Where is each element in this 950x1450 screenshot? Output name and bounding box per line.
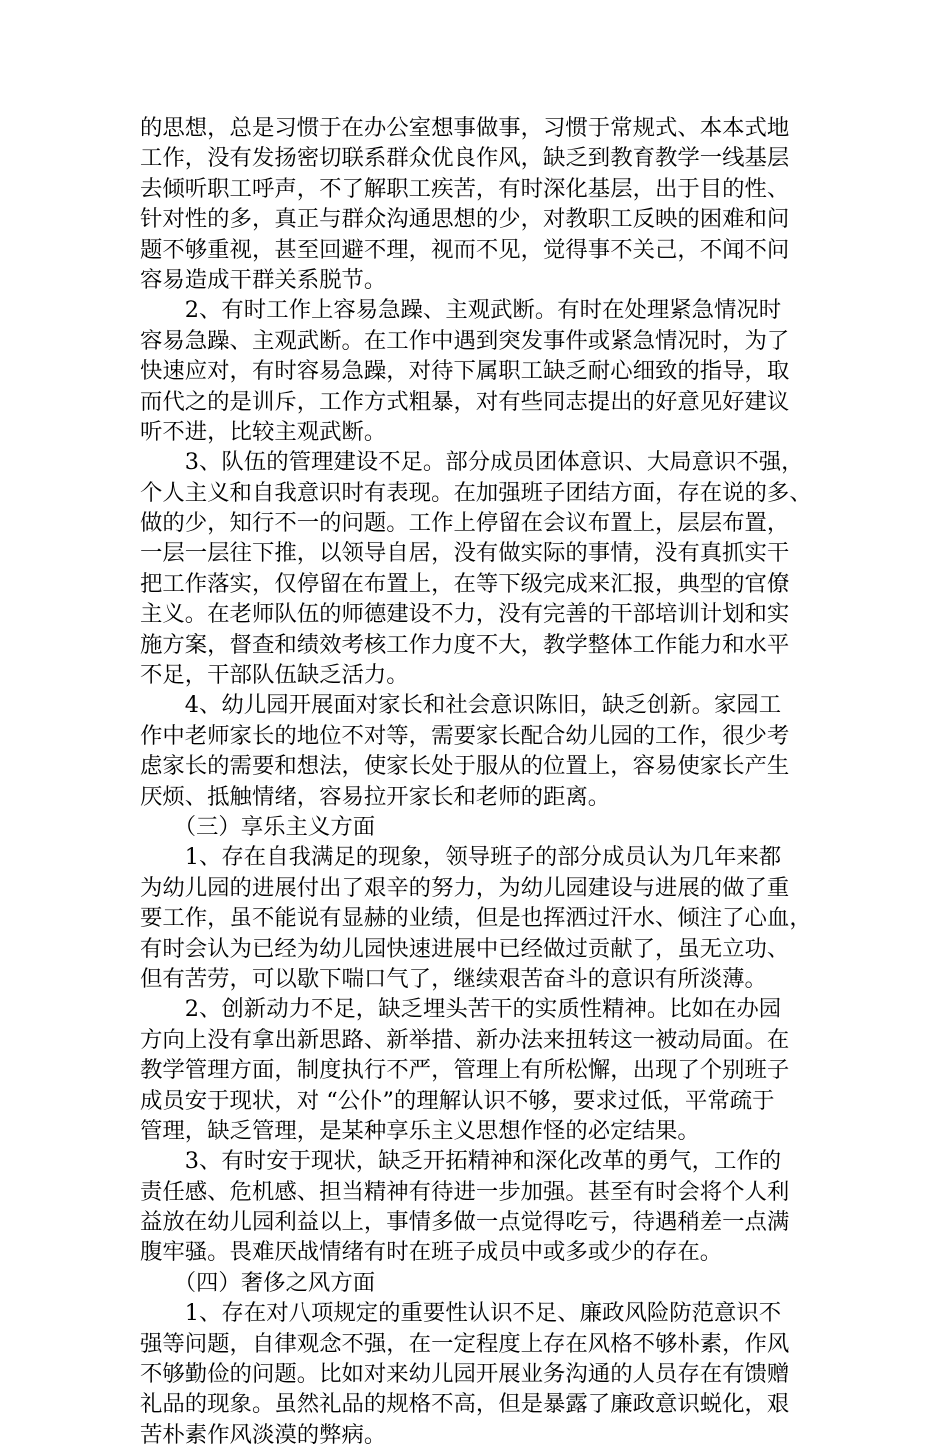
- text-line: 强等问题，自律观念不强，在一定程度上存在风格不够朴素，作风: [140, 1330, 790, 1357]
- text-line: 苦朴素作风淡漠的弊病。: [140, 1421, 387, 1448]
- text-line: 为幼儿园的进展付出了艰辛的努力，为幼儿园建设与进展的做了重: [140, 874, 790, 901]
- text-line: 个人主义和自我意识时有表现。在加强班子团结方面，存在说的多、: [140, 479, 812, 506]
- text-line: 2、有时工作上容易急躁、主观武断。有时在处理紧急情况时: [140, 297, 782, 324]
- text-line: （四）奢侈之风方面: [140, 1269, 376, 1296]
- text-line: 听不进，比较主观武断。: [140, 418, 387, 445]
- text-line: 快速应对，有时容易急躁，对待下属职工缺乏耐心细致的指导，取: [140, 358, 790, 385]
- text-line: 成员安于现状，对 “公仆”的理解认识不够，要求过低，平常疏于: [140, 1087, 775, 1114]
- text-line: 4、幼儿园开展面对家长和社会意识陈旧，缺乏创新。家园工: [140, 692, 782, 719]
- text-line: 做的少，知行不一的问题。工作上停留在会议布置上，层层布置，: [140, 510, 790, 537]
- text-line: 2、创新动力不足，缺乏埋头苦干的实质性精神。比如在办园: [140, 996, 782, 1023]
- text-line: 益放在幼儿园利益以上，事情多做一点觉得吃亏，待遇稍差一点满: [140, 1209, 790, 1236]
- text-line: 方向上没有拿出新思路、新举措、新办法来扭转这一被动局面。在: [140, 1026, 790, 1053]
- text-line: 容易造成干群关系脱节。: [140, 266, 387, 293]
- text-line: 不够勤俭的问题。比如对来幼儿园开展业务沟通的人员存在有馈赠: [140, 1361, 790, 1388]
- text-line: 礼品的现象。虽然礼品的规格不高，但是暴露了廉政意识蜕化，艰: [140, 1391, 790, 1418]
- text-line: 不足，干部队伍缺乏活力。: [140, 662, 409, 689]
- text-line: 要工作，虽不能说有显赫的业绩，但是也挥洒过汗水、倾注了心血，: [140, 905, 812, 932]
- text-line: 腹牢骚。畏难厌战情绪有时在班子成员中或多或少的存在。: [140, 1239, 723, 1266]
- text-line: 题不够重视，甚至回避不理，视而不见，觉得事不关己，不闻不问: [140, 236, 790, 263]
- text-line: 3、有时安于现状，缺乏开拓精神和深化改革的勇气，工作的: [140, 1148, 782, 1175]
- text-line: 一层一层往下推，以领导自居，没有做实际的事情，没有真抓实干: [140, 540, 790, 567]
- text-line: 厌烦、抵触情绪，容易拉开家长和老师的距离。: [140, 783, 611, 810]
- text-line: 针对性的多，真正与群众沟通思想的少，对教职工反映的困难和问: [140, 206, 790, 233]
- text-line: 有时会认为已经为幼儿园快速进展中已经做过贡献了，虽无立功、: [140, 935, 790, 962]
- text-line: 管理，缺乏管理，是某种享乐主义思想作怪的必定结果。: [140, 1117, 700, 1144]
- text-line: 责任感、危机感、担当精神有待进一步加强。甚至有时会将个人利: [140, 1178, 790, 1205]
- text-line: 但有苦劳，可以歇下喘口气了，继续艰苦奋斗的意识有所淡薄。: [140, 965, 767, 992]
- text-line: 1、存在对八项规定的重要性认识不足、廉政风险防范意识不: [140, 1300, 782, 1327]
- text-line: 作中老师家长的地位不对等，需要家长配合幼儿园的工作，很少考: [140, 722, 790, 749]
- text-line: 而代之的是训斥，工作方式粗暴，对有些同志提出的好意见好建议: [140, 388, 790, 415]
- text-line: （三）享乐主义方面: [140, 813, 376, 840]
- text-line: 3、队伍的管理建设不足。部分成员团体意识、大局意识不强，: [140, 449, 804, 476]
- text-line: 主义。在老师队伍的师德建设不力，没有完善的干部培训计划和实: [140, 601, 790, 628]
- text-line: 工作，没有发扬密切联系群众优良作风，缺乏到教育教学一线基层: [140, 145, 790, 172]
- text-line: 虑家长的需要和想法，使家长处于服从的位置上，容易使家长产生: [140, 753, 790, 780]
- text-line: 教学管理方面，制度执行不严，管理上有所松懈，出现了个别班子: [140, 1057, 790, 1084]
- text-line: 施方案，督查和绩效考核工作力度不大，教学整体工作能力和水平: [140, 631, 790, 658]
- text-line: 1、存在自我满足的现象，领导班子的部分成员认为几年来都: [140, 844, 782, 871]
- text-line: 容易急躁、主观武断。在工作中遇到突发事件或紧急情况时，为了: [140, 327, 790, 354]
- text-line: 去倾听职工呼声，不了解职工疾苦，有时深化基层，出于目的性、: [140, 175, 790, 202]
- document-body: [140, 113, 812, 1450]
- text-line: 把工作落实，仅停留在布置上，在等下级完成来汇报，典型的官僚: [140, 570, 790, 597]
- text-line: 的思想，总是习惯于在办公室想事做事，习惯于常规式、本本式地: [140, 115, 790, 141]
